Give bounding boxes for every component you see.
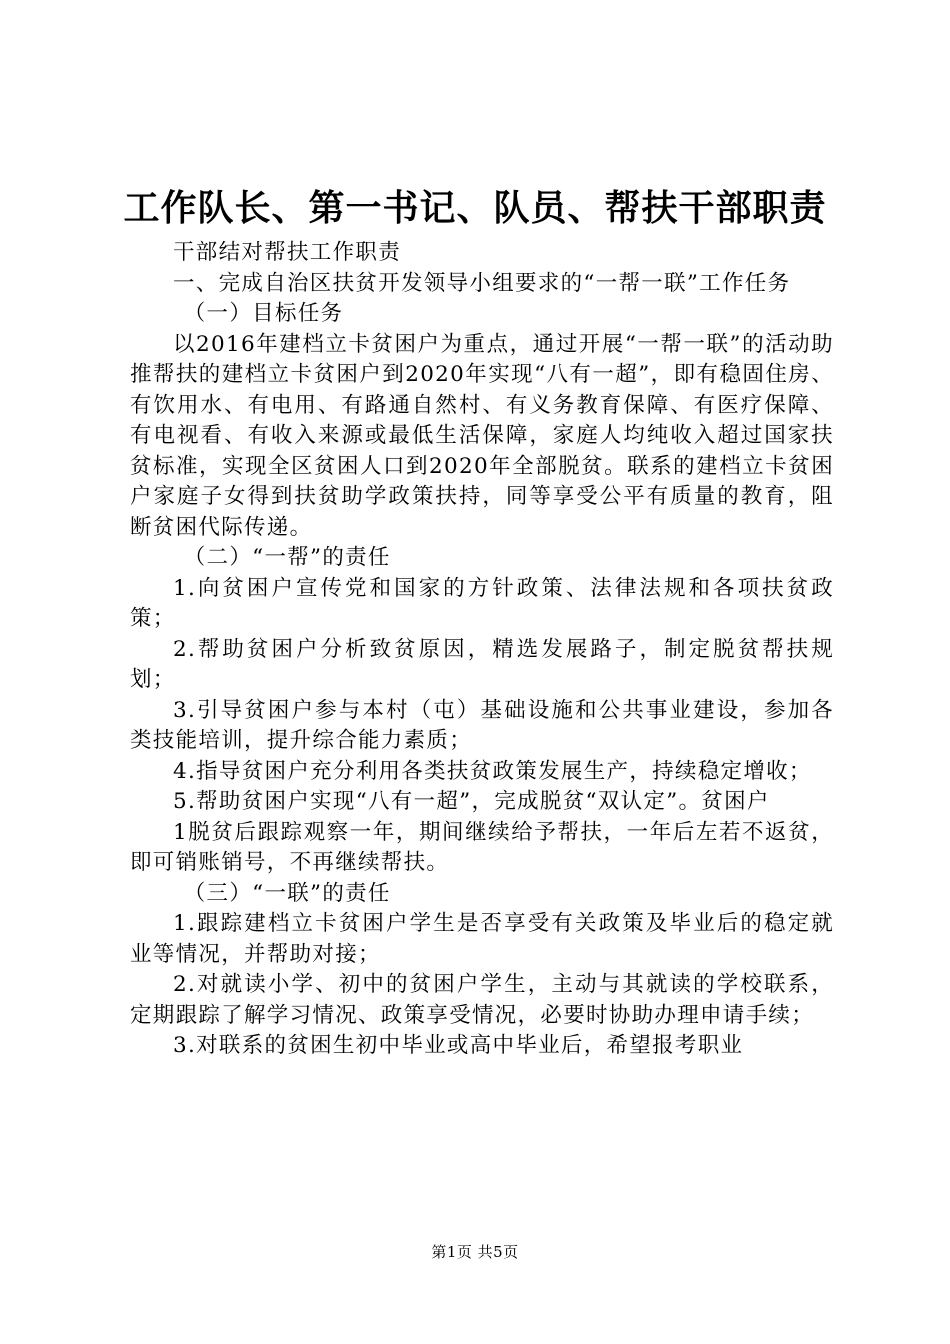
paragraph-subsection-target: （一）目标任务 xyxy=(183,301,344,326)
paragraph-yibang-item-1: 1.向贫困户宣传党和国家的方针政策、法律法规和各项扶贫政策； xyxy=(130,575,834,631)
paragraph-heading-cadre-duties: 干部结对帮扶工作职责 xyxy=(173,240,402,265)
paragraph-yilian-item-1: 1.跟踪建档立卡贫困户学生是否享受有关政策及毕业后的稳定就业等情况，并帮助对接； xyxy=(130,911,834,967)
paragraph-section-one: 一、完成自治区扶贫开发领导小组要求的“一帮一联”工作任务 xyxy=(173,270,791,296)
paragraph-yilian-item-2: 2.对就读小学、初中的贫困户学生，主动与其就读的学校联系，定期跟踪了解学习情况、政策享受情况，必要时协助办理申请手续； xyxy=(130,972,834,1028)
page-number: 第1页 共5页 xyxy=(431,1243,519,1261)
paragraph-target-text: 以2016年建档立卡贫困户为重点，通过开展“一帮一联”的活动助推帮扶的建档立卡贫困户到2020年实现“八有一超”，即有稳固住房、有饮用水、有电用、有路通自然村、有义务教育保障、有医疗保障、有电视看、有收入来源或最低生活保障，家庭人均纯收入超过国家扶贫标准，实现全区贫困人口到2020年全部脱贫。联系的建档立卡贫困户家庭子女得到扶贫助学政策扶持，同等享受公平有质量的教育，阻断贫困代际传递。 xyxy=(130,331,834,540)
paragraph-yibang-followup: 1脱贫后跟踪观察一年，期间继续给予帮扶，一年后左若不返贫，即可销账销号，不再继续帮扶。 xyxy=(130,819,834,875)
paragraph-yilian-item-3: 3.对联系的贫困生初中毕业或高中毕业后，希望报考职业 xyxy=(173,1033,744,1058)
paragraph-yibang-item-2: 2.帮助贫困户分析致贫原因，精选发展路子，制定脱贫帮扶规划； xyxy=(130,636,834,692)
document-title: 工作队长、第一书记、队员、帮扶干部职责 xyxy=(123,187,827,229)
paragraph-subsection-yibang: （二）“一帮”的责任 xyxy=(183,545,391,570)
paragraph-yibang-item-4: 4.指导贫困户充分利用各类扶贫政策发展生产，持续稳定增收； xyxy=(173,758,812,784)
document-body xyxy=(130,238,834,1062)
paragraph-subsection-yilian: （三）“一联”的责任 xyxy=(183,880,391,906)
paragraph-yibang-item-5: 5.帮助贫困户实现“八有一超”，完成脱贫“双认定”。贫困户 xyxy=(173,789,770,814)
paragraph-yibang-item-3: 3.引导贫困户参与本村（屯）基础设施和公共事业建设，参加各类技能培训，提升综合能力素质； xyxy=(130,697,834,753)
